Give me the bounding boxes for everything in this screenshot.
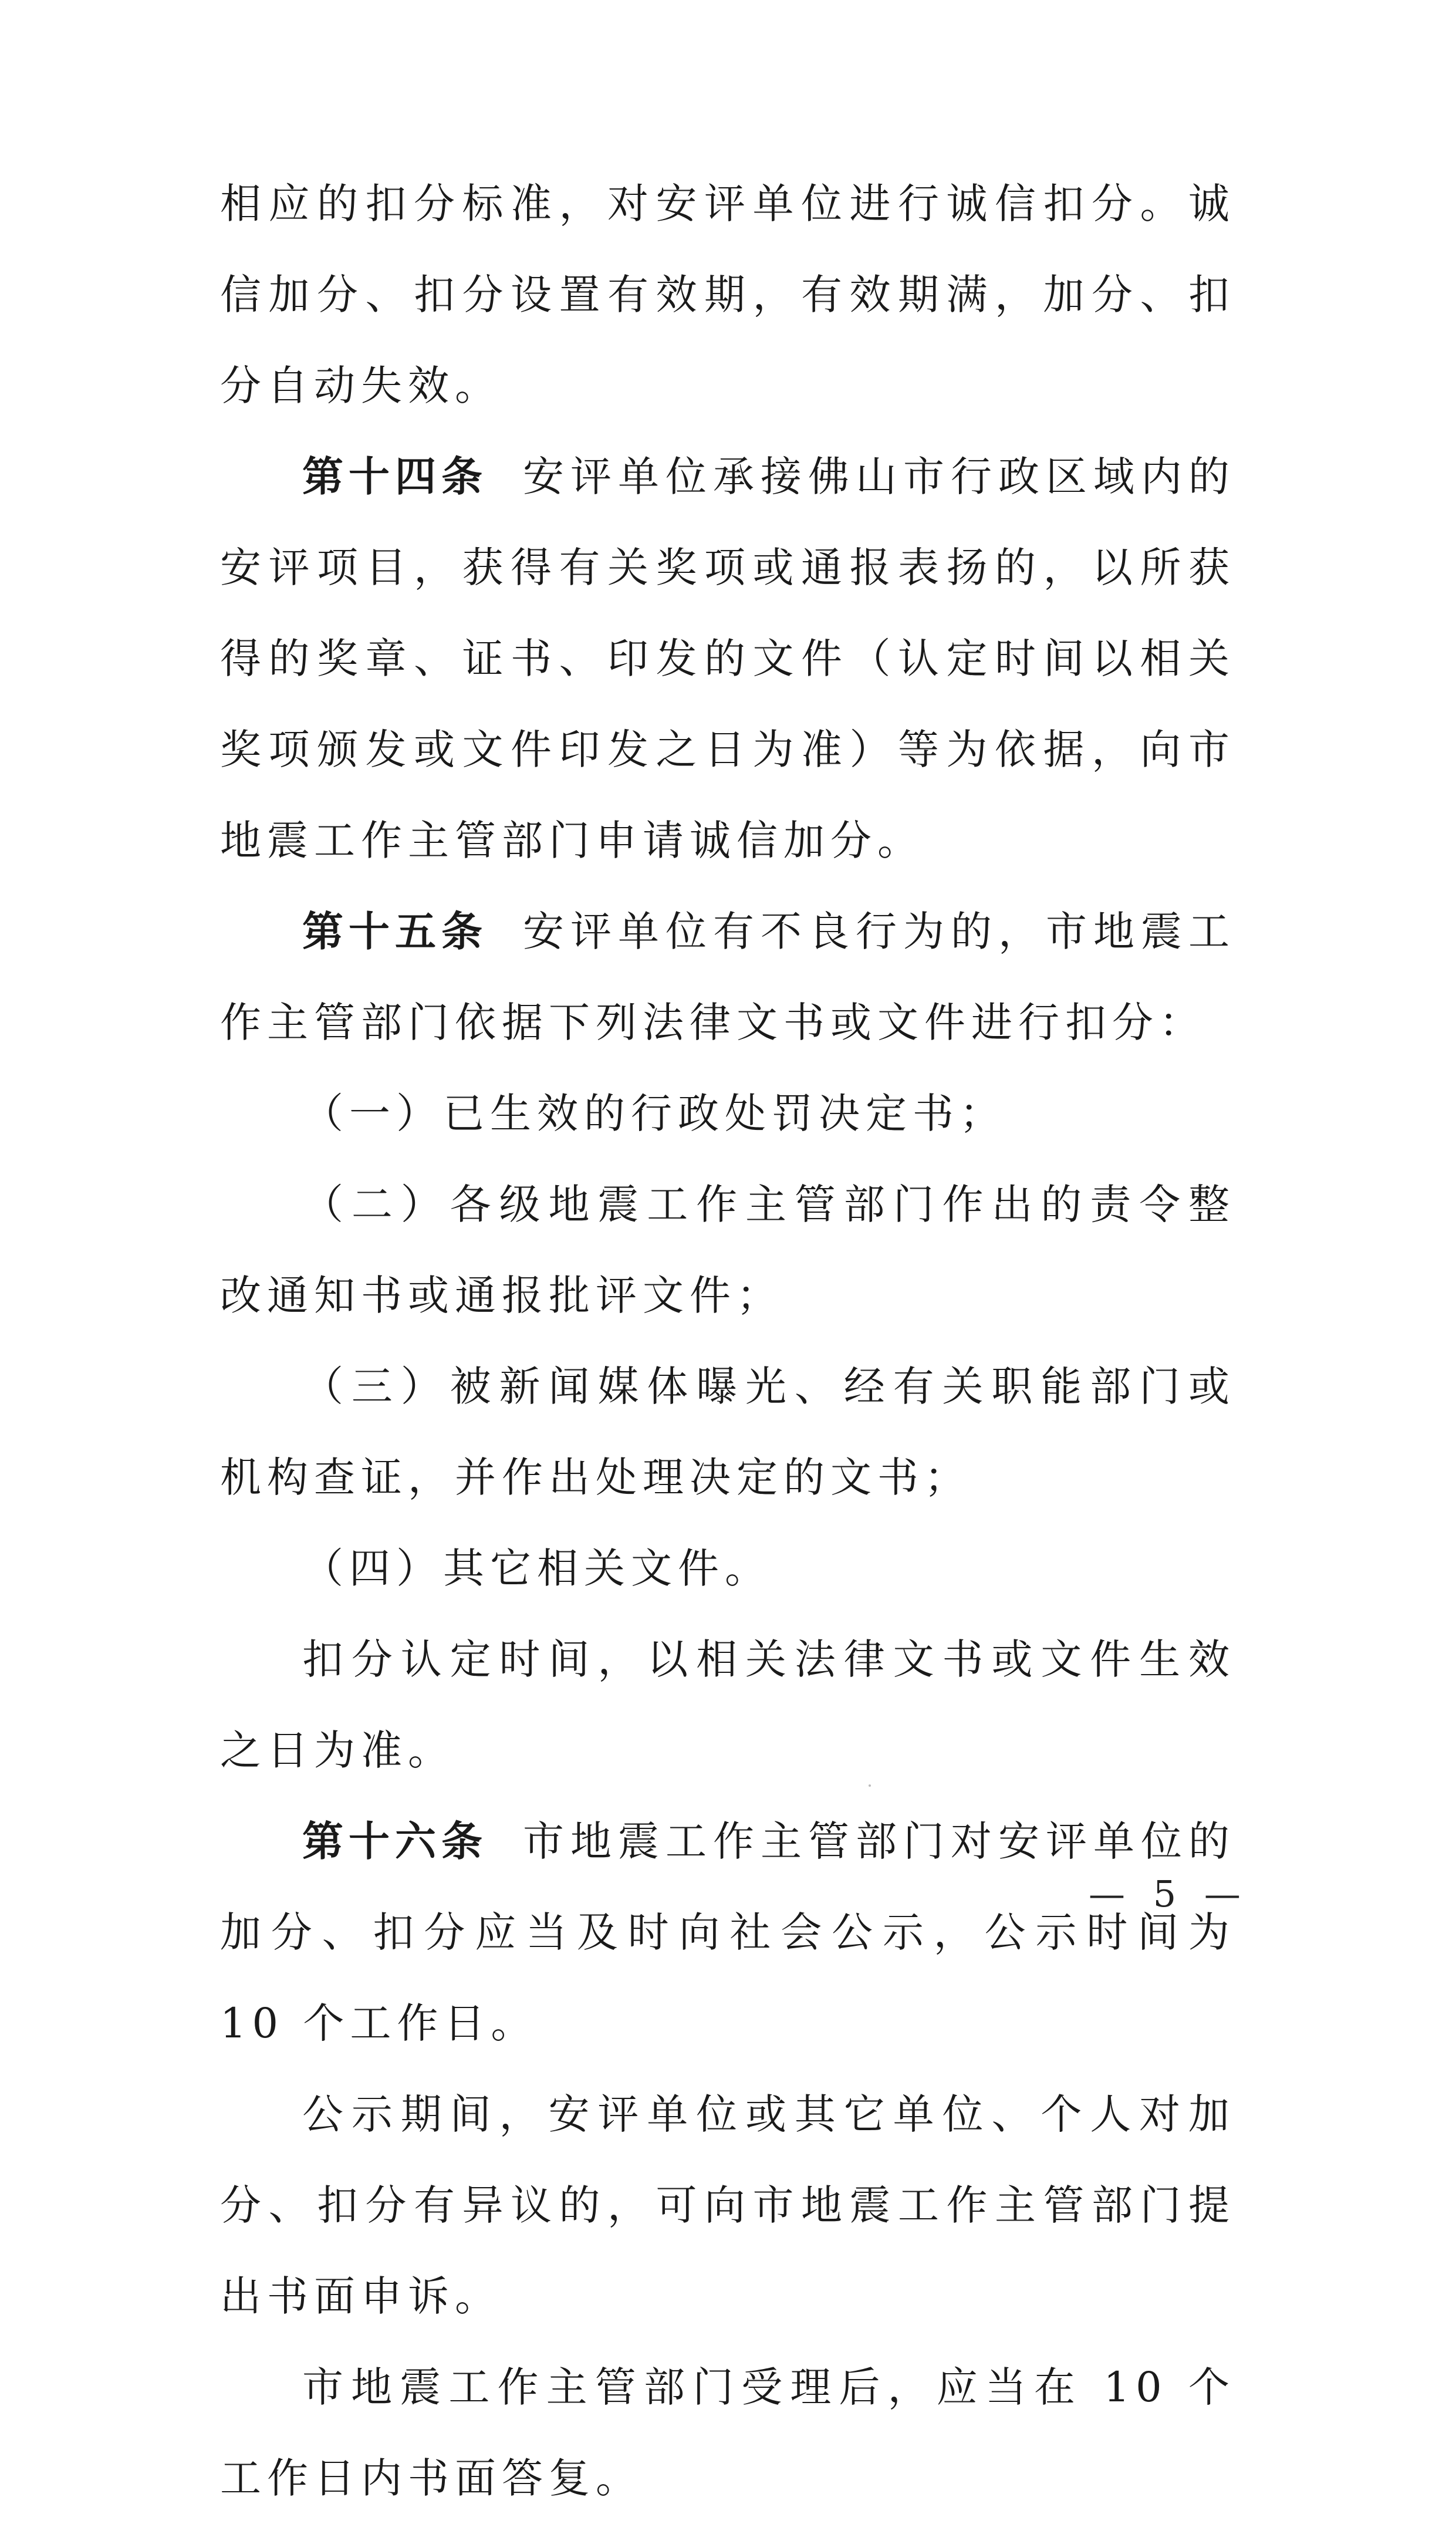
paragraph-text: 市地震工作主管部门对安评单位的加分、扣分应当及时向社会公示，公示时间为 10 个工作日。	[220, 1817, 1235, 2047]
document-body	[220, 158, 1235, 2524]
scan-speck	[869, 1784, 871, 1787]
article-16	[220, 1796, 1235, 2069]
paragraph-text: （三）被新闻媒体曝光、经有关职能部门或机构查证，并作出处理决定的文书；	[220, 1362, 1235, 1501]
paragraph-text: 安评单位承接佛山市行政区域内的安评项目，获得有关奖项或通报表扬的，以所获得的奖章、证书、印发的文件（认定时间以相关奖项颁发或文件印发之日为准）等为依据，向市地震工作主管部门申请诚信加分。	[220, 453, 1235, 865]
list-item-3	[220, 1341, 1235, 1523]
list-item-4	[220, 1523, 1235, 1614]
article-heading: 第十五条	[302, 907, 488, 956]
article-heading: 第十四条	[302, 453, 488, 501]
paragraph-text: 相应的扣分标准，对安评单位进行诚信扣分。诚信加分、扣分设置有效期，有效期满，加分、扣分自动失效。	[220, 180, 1235, 410]
paragraph-text: （一）已生效的行政处罚决定书；	[302, 1089, 1006, 1138]
paragraph-text: （二）各级地震工作主管部门作出的责令整改通知书或通报批评文件；	[220, 1180, 1235, 1320]
paragraph-deduction-time	[220, 1614, 1235, 1796]
paragraph-text: 扣分认定时间，以相关法律文书或文件生效之日为准。	[220, 1635, 1235, 1774]
article-heading: 第十六条	[302, 1817, 488, 1865]
list-item-1	[220, 1068, 1235, 1159]
paragraph-text: 市地震工作主管部门受理后，应当在 10 个工作日内书面答复。	[220, 2363, 1235, 2502]
paragraph-continuation	[220, 158, 1235, 431]
paragraph-publicity-period	[220, 2069, 1235, 2342]
list-item-2	[220, 1159, 1235, 1341]
article-15	[220, 886, 1235, 1068]
article-14	[220, 431, 1235, 886]
paragraph-text: 安评单位有不良行为的，市地震工作主管部门依据下列法律文书或文件进行扣分：	[220, 907, 1235, 1047]
paragraph-text: （四）其它相关文件。	[302, 1544, 772, 1592]
page-number: — 5 —	[1089, 1872, 1249, 1915]
paragraph-text: 公示期间，安评单位或其它单位、个人对加分、扣分有异议的，可向市地震工作主管部门提出书面申诉。	[220, 2090, 1235, 2320]
paragraph-reply	[220, 2342, 1235, 2524]
